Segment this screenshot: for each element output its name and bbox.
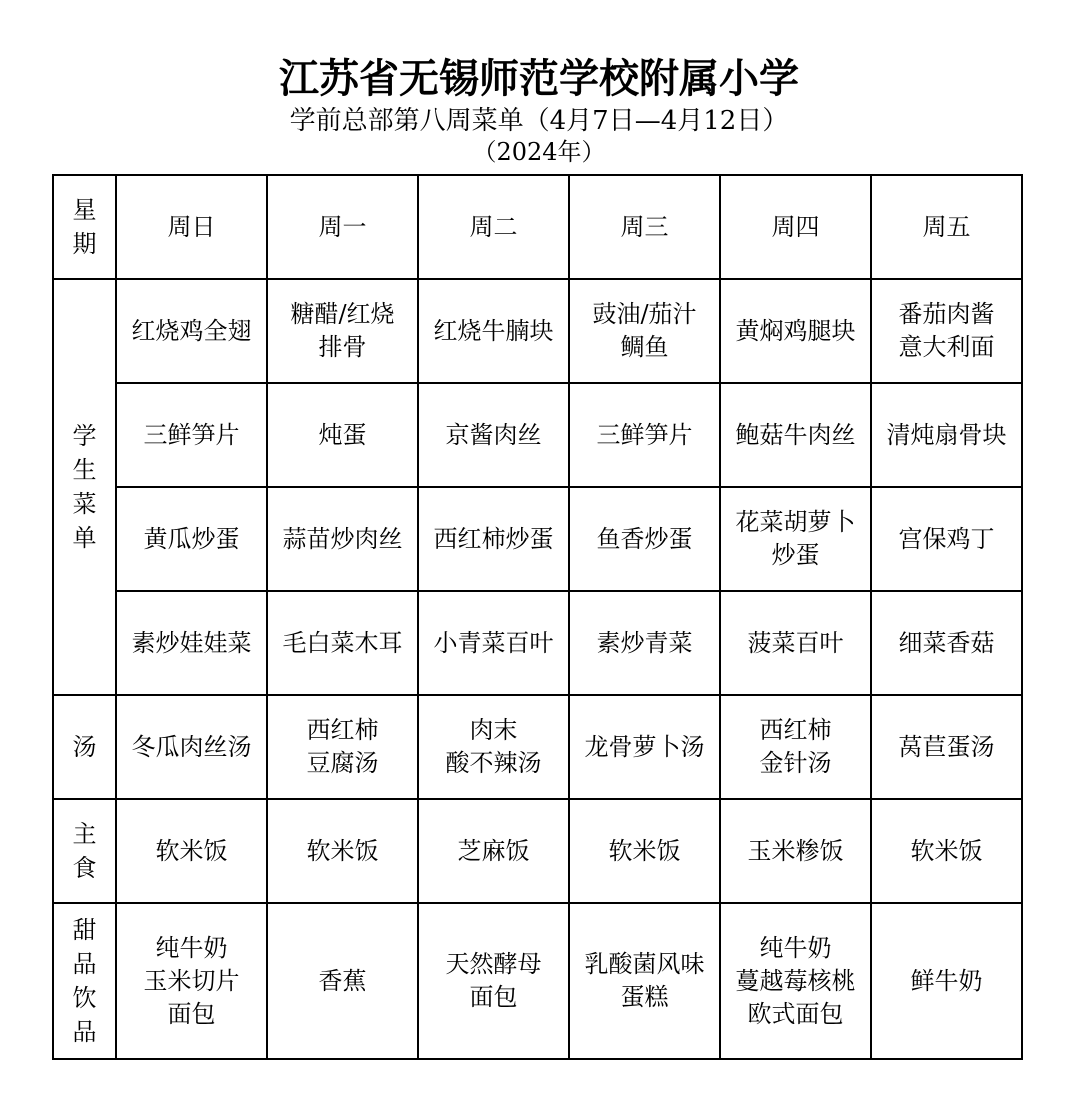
dish-name: 莴苣蛋汤 <box>898 732 995 761</box>
day-header-sunday: 周日 <box>116 175 267 279</box>
dish-name: 欧式面包 <box>747 999 844 1028</box>
student-menu-row <box>53 279 1022 383</box>
menu-cell <box>871 903 1022 1059</box>
menu-cell <box>267 903 418 1059</box>
menu-cell <box>720 279 871 383</box>
dish-name: 花菜胡萝卜 <box>735 508 856 536</box>
dish-name: 鲜牛奶 <box>910 966 983 995</box>
menu-cell <box>418 903 569 1059</box>
menu-table <box>52 174 1023 1060</box>
menu-cell <box>267 799 418 903</box>
menu-cell <box>116 487 267 591</box>
dish-name: 细菜香菇 <box>898 628 995 657</box>
dish-name: 三鲜笋片 <box>596 420 693 449</box>
menu-cell <box>871 799 1022 903</box>
dish-name: 纯牛奶 <box>759 933 832 962</box>
menu-cell <box>267 279 418 383</box>
soup-row <box>53 695 1022 799</box>
dish-name: 宫保鸡丁 <box>898 524 995 553</box>
menu-cell <box>871 279 1022 383</box>
dish-name: 鲍菇牛肉丝 <box>735 420 856 449</box>
menu-cell <box>116 591 267 695</box>
menu-cell <box>871 591 1022 695</box>
dish-name: 糖醋/红烧 <box>290 300 395 328</box>
student-menu-category-label: 学生菜单 <box>72 422 97 552</box>
menu-cell <box>569 383 720 487</box>
menu-cell <box>871 487 1022 591</box>
menu-cell <box>116 383 267 487</box>
dish-name: 鱼香炒蛋 <box>596 524 693 553</box>
dish-name: 豉油/茄汁 <box>592 300 697 328</box>
menu-cell <box>569 903 720 1059</box>
dish-name: 玉米切片 <box>143 966 240 995</box>
dish-name: 番茄肉酱 <box>898 300 995 328</box>
dish-name: 排骨 <box>318 333 367 361</box>
menu-cell <box>418 799 569 903</box>
student-menu-row <box>53 383 1022 487</box>
dish-name: 红烧鸡全翅 <box>131 316 252 345</box>
menu-cell <box>418 591 569 695</box>
menu-cell <box>871 695 1022 799</box>
dish-name: 西红柿 <box>759 716 832 744</box>
student-menu-row <box>53 487 1022 591</box>
dish-name: 香蕉 <box>318 966 367 995</box>
menu-cell <box>569 487 720 591</box>
menu-cell <box>569 799 720 903</box>
dish-name: 玉米糁饭 <box>747 836 844 865</box>
corner-label: 星期 <box>72 196 97 258</box>
dish-name: 菠菜百叶 <box>747 628 844 657</box>
menu-cell <box>720 591 871 695</box>
menu-cell <box>871 383 1022 487</box>
dish-name: 软米饭 <box>910 836 983 865</box>
day-header-tuesday: 周二 <box>418 175 569 279</box>
page-subtitle: 学前总部第八周菜单（4月7日—4月12日） <box>289 106 789 136</box>
corner-label-cell <box>53 175 116 279</box>
dish-name: 软米饭 <box>608 836 681 865</box>
day-header-wednesday: 周三 <box>569 175 720 279</box>
dish-name: 龙骨萝卜汤 <box>584 732 705 761</box>
day-header-thursday: 周四 <box>720 175 871 279</box>
menu-cell <box>116 799 267 903</box>
dish-name: 金针汤 <box>759 749 832 777</box>
dish-name: 天然酵母 <box>445 950 542 978</box>
dish-name: 面包 <box>469 983 518 1011</box>
dish-name: 冬瓜肉丝汤 <box>131 732 252 761</box>
dish-name: 炒蛋 <box>771 541 820 569</box>
dish-name: 蛋糕 <box>620 983 669 1011</box>
student-menu-category-cell <box>53 279 116 695</box>
header-row <box>53 175 1022 279</box>
soup-category-cell <box>53 695 116 799</box>
menu-cell <box>267 695 418 799</box>
year-label: （2024年） <box>472 138 606 166</box>
dish-name: 软米饭 <box>306 836 379 865</box>
dish-name: 黄瓜炒蛋 <box>143 524 240 553</box>
menu-cell <box>116 279 267 383</box>
staple-food-row <box>53 799 1022 903</box>
staple-food-category-label: 主食 <box>72 820 97 882</box>
dish-name: 西红柿 <box>306 716 379 744</box>
dish-name: 纯牛奶 <box>155 933 228 962</box>
menu-cell <box>267 591 418 695</box>
menu-cell <box>267 487 418 591</box>
dish-name: 芝麻饭 <box>457 836 530 865</box>
student-menu-row <box>53 591 1022 695</box>
dish-name: 肉末 <box>469 716 518 744</box>
menu-cell <box>569 591 720 695</box>
soup-category-label: 汤 <box>72 733 97 761</box>
dish-name: 黄焖鸡腿块 <box>735 316 856 345</box>
dish-name: 乳酸菌风味 <box>584 950 705 978</box>
dish-name: 蔓越莓核桃 <box>735 966 856 995</box>
menu-cell <box>116 903 267 1059</box>
dish-name: 鲷鱼 <box>620 333 669 361</box>
dish-name: 西红柿炒蛋 <box>433 524 554 553</box>
dish-name: 酸不辣汤 <box>445 749 542 777</box>
dish-name: 小青菜百叶 <box>433 628 554 657</box>
dish-name: 意大利面 <box>898 333 995 361</box>
menu-cell <box>116 695 267 799</box>
menu-cell <box>418 279 569 383</box>
dessert-drinks-row <box>53 903 1022 1059</box>
menu-cell <box>720 799 871 903</box>
menu-cell <box>720 903 871 1059</box>
menu-cell <box>569 695 720 799</box>
dish-name: 豆腐汤 <box>306 749 379 777</box>
dish-name: 软米饭 <box>155 836 228 865</box>
menu-cell <box>569 279 720 383</box>
staple-food-category-cell <box>53 799 116 903</box>
menu-cell <box>720 695 871 799</box>
page-title: 江苏省无锡师范学校附属小学 <box>279 55 799 102</box>
day-header-monday: 周一 <box>267 175 418 279</box>
dessert-drinks-category-cell <box>53 903 116 1059</box>
dish-name: 三鲜笋片 <box>143 420 240 449</box>
dish-name: 蒜苗炒肉丝 <box>282 524 403 553</box>
dish-name: 面包 <box>167 999 216 1028</box>
dish-name: 素炒青菜 <box>596 628 693 657</box>
menu-cell <box>418 487 569 591</box>
menu-cell <box>720 383 871 487</box>
dish-name: 清炖扇骨块 <box>886 420 1007 449</box>
menu-cell <box>720 487 871 591</box>
menu-table-body <box>53 175 1022 1059</box>
dessert-drinks-category-label: 甜品饮品 <box>72 916 97 1046</box>
dish-name: 毛白菜木耳 <box>282 628 403 657</box>
dish-name: 素炒娃娃菜 <box>131 628 252 657</box>
dish-name: 京酱肉丝 <box>445 420 542 449</box>
menu-cell <box>418 383 569 487</box>
dish-name: 炖蛋 <box>318 420 367 449</box>
dish-name: 红烧牛腩块 <box>433 316 554 345</box>
menu-cell <box>267 383 418 487</box>
day-header-friday: 周五 <box>871 175 1022 279</box>
menu-cell <box>418 695 569 799</box>
